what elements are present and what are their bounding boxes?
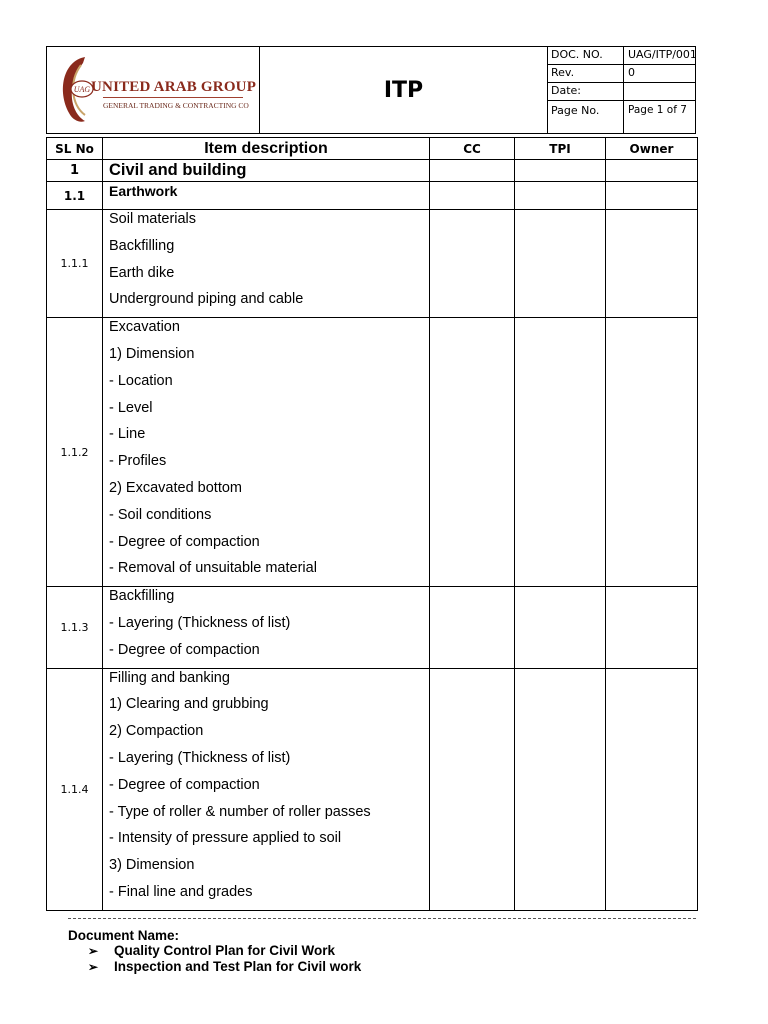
meta-row-date [548, 83, 695, 101]
item-description-cell [103, 318, 430, 587]
table-body [47, 160, 698, 911]
owner-cell[interactable] [606, 210, 698, 318]
cc-cell[interactable] [430, 182, 515, 210]
meta-key: Page No. [548, 101, 624, 133]
itp-table [46, 137, 698, 911]
owner-cell[interactable] [606, 160, 698, 182]
item-description-line: 3) Dimension [109, 857, 195, 874]
item-description-line: - Layering (Thickness of list) [109, 749, 291, 766]
owner-cell[interactable] [606, 318, 698, 587]
item-description-line: - Intensity of pressure applied to soil [109, 830, 342, 847]
meta-key: Rev. [548, 65, 624, 82]
meta-value: UAG/ITP/001 [628, 48, 697, 61]
item-description-line: - Layering (Thickness of list) [109, 614, 291, 631]
item-description-line: 2) Excavated bottom [109, 479, 242, 496]
meta-row-doc-no [548, 47, 695, 65]
cc-cell[interactable] [430, 210, 515, 318]
sl-no-cell: 1.1.4 [47, 668, 103, 910]
item-description-cell [103, 587, 430, 668]
logo-divider [103, 97, 243, 98]
arrow-bullet-icon: ➢ [88, 944, 99, 958]
item-description-line: - Degree of compaction [109, 776, 260, 793]
sl-no-cell: 1.1.2 [47, 318, 103, 587]
sl-no-cell: 1.1.3 [47, 587, 103, 668]
item-description-cell [103, 668, 430, 910]
document-name-item [68, 959, 361, 975]
meta-key: DOC. NO. [548, 47, 624, 64]
item-description-line: Underground piping and cable [109, 291, 304, 308]
meta-key: Date: [548, 83, 624, 100]
sl-no-cell: 1 [47, 160, 103, 182]
item-description-cell [103, 160, 430, 182]
tpi-cell[interactable] [515, 182, 606, 210]
svg-text:UAG: UAG [73, 85, 91, 94]
owner-cell[interactable] [606, 587, 698, 668]
item-description-line: - Soil conditions [109, 506, 212, 523]
tpi-cell[interactable] [515, 587, 606, 668]
item-description-cell [103, 210, 430, 318]
company-logo [55, 51, 257, 127]
item-description-line: 2) Compaction [109, 723, 204, 740]
table-row [47, 160, 698, 182]
footer-divider [68, 918, 696, 919]
document-title: ITP [383, 77, 424, 103]
meta-value [624, 83, 695, 100]
meta-row-page-no [548, 101, 695, 133]
cc-cell[interactable] [430, 160, 515, 182]
cc-cell[interactable] [430, 318, 515, 587]
tpi-cell[interactable] [515, 160, 606, 182]
item-description-line: Excavation [109, 319, 180, 336]
item-description-line: - Level [109, 399, 153, 416]
tpi-cell[interactable] [515, 210, 606, 318]
table-row [47, 210, 698, 318]
table-row [47, 318, 698, 587]
item-description-line: - Degree of compaction [109, 641, 260, 658]
column-header-sl-no: SL No [47, 138, 103, 160]
item-description-line: - Final line and grades [109, 883, 253, 900]
owner-cell[interactable] [606, 668, 698, 910]
cc-cell[interactable] [430, 587, 515, 668]
document-meta [548, 47, 695, 133]
document-name-label: Document Name: [68, 928, 180, 943]
arrow-bullet-icon: ➢ [88, 960, 99, 974]
meta-value: Page 1 of 7 [628, 104, 687, 116]
item-description-line: - Degree of compaction [109, 533, 260, 550]
item-description-line: - Profiles [109, 453, 167, 470]
table-row [47, 182, 698, 210]
item-description-line: Civil and building [109, 161, 247, 179]
company-subtitle: GENERAL TRADING & CONTRACTING CO [103, 101, 249, 110]
item-description-line: - Removal of unsuitable material [109, 560, 317, 577]
tpi-cell[interactable] [515, 318, 606, 587]
item-description-line: - Type of roller & number of roller passes [109, 803, 371, 820]
item-description-line: Earthwork [109, 183, 178, 199]
owner-cell[interactable] [606, 182, 698, 210]
column-header-item-description: Item description [103, 138, 430, 160]
document-name-text: Inspection and Test Plan for Civil work [114, 959, 362, 974]
document-header [46, 46, 696, 134]
table-header-row [47, 138, 698, 160]
item-description-line: - Line [109, 426, 146, 443]
table-row [47, 668, 698, 910]
item-description-line: Filling and banking [109, 669, 230, 686]
document-footer [68, 928, 361, 975]
item-description-line: 1) Clearing and grubbing [109, 696, 269, 713]
item-description-line: Backfilling [109, 588, 175, 605]
cc-cell[interactable] [430, 668, 515, 910]
item-description-line: - Location [109, 372, 173, 389]
sl-no-cell: 1.1.1 [47, 210, 103, 318]
item-description-line: 1) Dimension [109, 345, 195, 362]
item-description-line: Soil materials [109, 211, 197, 227]
column-header-cc: CC [430, 138, 515, 160]
document-name-text: Quality Control Plan for Civil Work [114, 943, 336, 958]
tpi-cell[interactable] [515, 668, 606, 910]
column-header-tpi: TPI [515, 138, 606, 160]
company-name: UNITED ARAB GROUP [91, 79, 257, 95]
column-header-owner: Owner [606, 138, 698, 160]
sl-no-cell: 1.1 [47, 182, 103, 210]
meta-value: 0 [628, 66, 635, 79]
title-cell [260, 47, 548, 133]
meta-row-rev [548, 65, 695, 83]
item-description-line: Backfilling [109, 237, 175, 254]
item-description-line: Earth dike [109, 264, 175, 281]
document-name-item [68, 943, 361, 959]
table-row [47, 587, 698, 668]
logo-cell [47, 47, 260, 133]
item-description-cell [103, 182, 430, 210]
